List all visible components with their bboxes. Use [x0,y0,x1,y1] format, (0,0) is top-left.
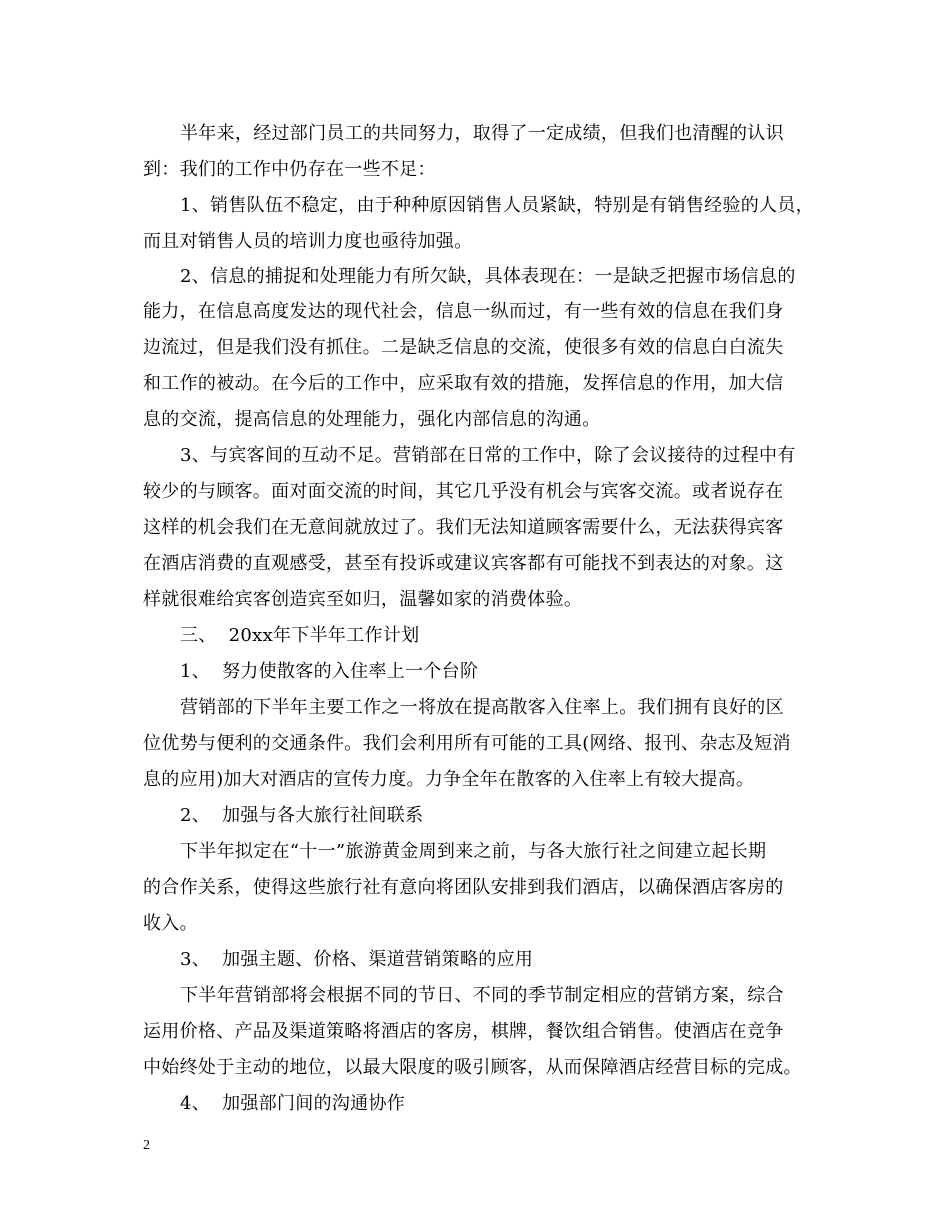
list-item-line: 2、信息的捕捉和处理能力有所欠缺，具体表现在：一是缺乏把握市场信息的 [180,266,796,287]
subsection-heading: 3、 加强主题、价格、渠道营销策略的应用 [180,949,534,970]
section-heading: 三、 20xx年下半年工作计划 [180,625,420,646]
paragraph-line: 的合作关系，使得这些旅行社有意向将团队安排到我们酒店，以确保酒店客房的 [143,877,784,898]
paragraph-line: 在酒店消费的直观感受，甚至有投诉或建议宾客都有可能找不到表达的对象。这 [143,553,784,574]
paragraph-line: 较少的与顾客。面对面交流的时间，其它几乎没有机会与宾客交流。或者说存在 [143,481,784,502]
paragraph-line: 和工作的被动。在今后的工作中，应采取有效的措施，发挥信息的作用，加大信 [143,373,784,394]
paragraph-line: 位优势与便利的交通条件。我们会利用所有可能的工具(网络、报刊、杂志及短消 [143,733,791,754]
paragraph-line: 息的应用)加大对酒店的宣传力度。力争全年在散客的入住率上有较大提高。 [143,769,755,790]
subsection-heading: 2、 加强与各大旅行社间联系 [180,805,424,826]
page-number: 2 [143,1138,150,1153]
paragraph-line: 营销部的下半年主要工作之一将放在提高散客入住率上。我们拥有良好的区 [180,697,784,718]
paragraph-line: 收入。 [143,913,198,934]
paragraph-line: 运用价格、产品及渠道策略将酒店的客房，棋牌，餐饮组合销售。使酒店在竞争 [143,1021,784,1042]
paragraph-line: 这样的机会我们在无意间就放过了。我们无法知道顾客需要什么，无法获得宾客 [143,517,784,538]
paragraph-line: 而且对销售人员的培训力度也亟待加强。 [143,231,473,252]
paragraph-line: 到：我们的工作中仍存在一些不足： [143,159,436,180]
paragraph-line: 下半年拟定在“十一”旅游黄金周到来之前，与各大旅行社之间建立起长期 [180,841,767,862]
paragraph-line: 样就很难给宾客创造宾至如归，温馨如家的消费体验。 [143,589,583,610]
paragraph-line: 息的交流，提高信息的处理能力，强化内部信息的沟通。 [143,409,601,430]
subsection-heading: 1、 努力使散客的入住率上一个台阶 [180,661,479,682]
paragraph-line: 半年来，经过部门员工的共同努力，取得了一定成绩，但我们也清醒的认识 [180,123,784,144]
list-item-line: 1、销售队伍不稳定，由于种种原因销售人员紧缺，特别是有销售经验的人员， [180,195,814,216]
paragraph-line: 中始终处于主动的地位，以最大限度的吸引顾客，从而保障酒店经营目标的完成。 [143,1057,802,1078]
list-item-line: 3、与宾客间的互动不足。营销部在日常的工作中，除了会议接待的过程中有 [180,445,796,466]
paragraph-line: 下半年营销部将会根据不同的节日、不同的季节制定相应的营销方案，综合 [180,985,784,1006]
paragraph-line: 能力，在信息高度发达的现代社会，信息一纵而过，有一些有效的信息在我们身 [143,301,784,322]
subsection-heading: 4、 加强部门间的沟通协作 [180,1093,406,1114]
paragraph-line: 边流过，但是我们没有抓住。二是缺乏信息的交流，使很多有效的信息白白流失 [143,337,784,358]
